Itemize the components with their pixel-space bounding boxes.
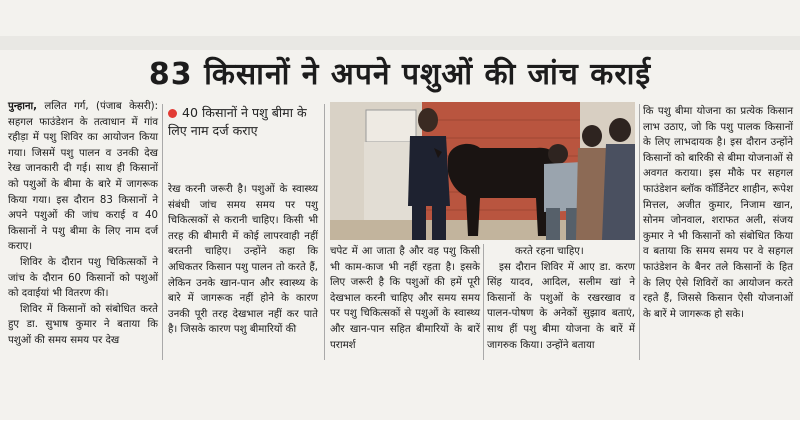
headline: 83 किसानों ने अपने पशुओं की जांच कराई (148, 57, 652, 92)
dateline: पुन्हाना, (8, 101, 38, 112)
article-column-4 (487, 244, 635, 353)
column-divider (639, 104, 640, 360)
column-2-text: रेख करनी जरूरी है। पशुओं के स्वास्थ्य संबंधी जांच समय समय पर पशु चिकित्सकों से करानी चाहिए। किसी भी तरह की बीमारी में कोई लापरवाही नहीं बरतनी चाहिए। उन्होंने कहा कि अधिकतर किसान पशु पालन तो करते हैं, लेकिन उनके खान-पान और स्वास्थ्य के बारे में जागरूक नहीं होने के कारण उनकी पूरी तरह देखभाल नहीं कर पाते है। जिसके कारण पशु बीमारियों की (168, 184, 318, 336)
column-divider (483, 244, 484, 360)
lead-text: ललित गर्ग, (पंजाब केसरी): सहगल फाउंडेशन के तत्वाधान में गांव रहीड़ा में पशु शिविर का आयोजन किया गया। जिसमें पशु पालन व उनकी देख रेख जानकारी दी गई। साथ ही किसानों को पशुओं के बीमा के बारे में जागरूक किया गया। इस दौरान 83 किसानों ने अपने पशुओं की जांच कराई व 40 किसानों ने पशु बीमा के लिए नाम दर्ज कराए। (8, 101, 158, 253)
article-column-2 (168, 182, 318, 338)
column-4-para-1: करते रहना चाहिए। (515, 246, 584, 257)
paragraph-2: शिविर के दौरान पशु चिकित्सकों ने जांच के दौरान 60 किसानों को पशुओं को दवाईयां भी वितरण की। (8, 256, 158, 300)
red-bullet-icon (168, 109, 177, 118)
article-column-1 (8, 99, 158, 349)
column-divider (324, 104, 325, 360)
column-3-text: चपेट में आ जाता है और वह पशु किसी भी काम-काज भी नहीं रहता है। इसके लिए जरूरी है कि पशुओं की हमें पूरी देखभाल करनी चाहिए और समय समय पर पशु चिकित्सकों से पशुओं के स्वास्थ्य और खान-पान सहित बीमारियों के बारें परामर्श (330, 246, 480, 351)
paragraph-3: शिविर में किसानों को संबोधित करते हुए डा. सुभाष कुमार ने बताया कि पशुओं की समय समय पर देख (8, 303, 158, 346)
top-strip (0, 36, 800, 50)
column-4-para-2: इस दौरान शिविर में आए डा. करण सिंह यादव, आदिल, सलीम खां ने किसानों के पशुओं के रखरखाव व पालन-पोषण के अनेकों सुझाव बताएं, साथ हीं पशु बीमा योजना के बारें में जागरुक किया। उन्होंने बताया (487, 261, 635, 351)
column-5-text: कि पशु बीमा योजना का प्रत्येक किसान लाभ उठाए, जो कि पशु पालक किसानों के लिए लाभदायक है। इस दौरान उन्होंने किसानों को बारिकी से बीमा योजनाओं से अवगत कराया। इस मौके पर सहगल फाउंडेशन ब्लॉक कॉर्डिनेटर शाहीन, रूपेश मित्तल, अजीत कुमार, निजाम खान, सोनम जोनवाल, शराफत अली, संजय कुमार ने भी किसानों को संबोधित किया व बताया कि समय समय पर वे सहगल फाउंडेशन के बैनर तले किसानों के हित के लिए ऐसे शिविरों का आयोजन करते रहते हैं, जिससे किसान ऐसी योजनाओं के बारें मे जागरूक हो सके। (643, 106, 793, 320)
sub-headline: 40 किसानों ने पशु बीमा के लिए नाम दर्ज कराए (168, 105, 307, 138)
article-photo (330, 102, 635, 240)
page-bottom-margin (0, 420, 800, 444)
photo-illustration (330, 102, 635, 240)
lead-paragraph (8, 99, 158, 255)
column-divider (162, 104, 163, 360)
article-column-5 (643, 104, 793, 322)
article-column-3 (330, 244, 480, 353)
